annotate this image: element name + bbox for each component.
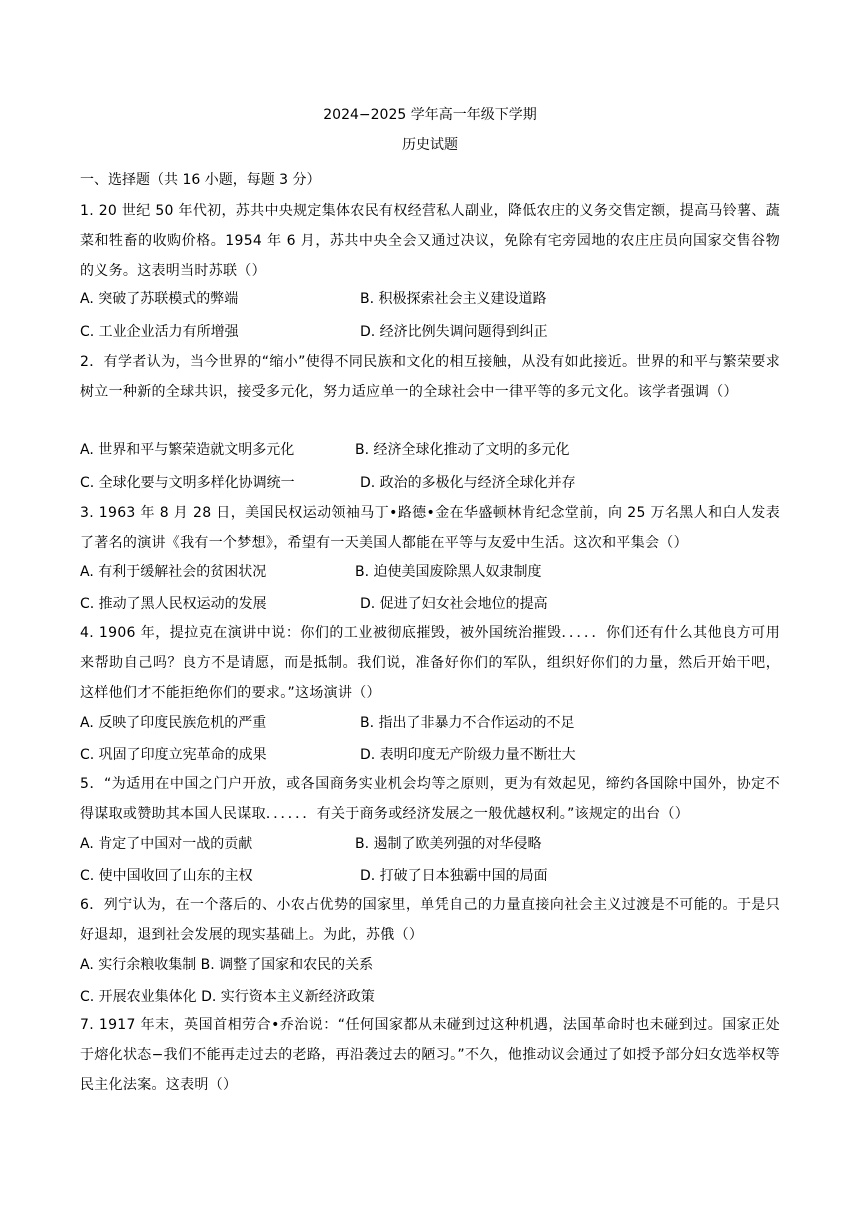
question-3-option-b: B. 迫使美国废除黑人奴隶制度	[355, 564, 542, 580]
exam-title: 2024−2025 学年高一年级下学期	[323, 107, 537, 123]
question-7-stem: 7. 1917 年末，英国首相劳合•乔治说：“任何国家都从未碰到过这种机遇，法国革命时也未碰到过。国家正处于熔化状态−我们不能再走过去的老路，再沿袭过去的陋习。”不久，他推动议会通过了如授予部分妇女选举权等民主化法案。这表明（）	[80, 1017, 780, 1093]
question-5-stem: 5．“为适用在中国之门户开放，或各国商务实业机会均等之原则，更为有效起见，缔约各国除中国外，协定不得谋取或赞助其本国人民谋取．．．．．．有关于商务或经济发展之一般优越权利。”该规定的出台（）	[80, 776, 780, 822]
question-4-stem: 4. 1906 年，提拉克在演讲中说：你们的工业被彻底摧毁，被外国统治摧毁．．．．．你们还有什么其他良方可用来帮助自己吗？良方不是请愿，而是抵制。我们说，准备好你们的军队，组织好你们的力量，然后开始干吧，这样他们才不能拒绝你们的要求。”这场演讲（）	[80, 625, 780, 701]
question-5-option-c: C. 使中国收回了山东的主权	[80, 868, 253, 884]
question-3-option-d: D. 促进了妇女社会地位的提高	[360, 596, 548, 612]
question-2-stem: 2．有学者认为，当今世界的“缩小”使得不同民族和文化的相互接触，从没有如此接近。世界的和平与繁荣要求树立一种新的全球共识，接受多元化，努力适应单一的全球社会中一律平等的多元文化。该学者强调（）	[80, 354, 780, 400]
question-6-options-cd: C. 开展农业集体化 D. 实行资本主义新经济政策	[80, 989, 375, 1005]
question-4-option-a: A. 反映了印度民族危机的严重	[80, 715, 267, 731]
question-6-options-ab: A. 实行余粮收集制 B. 调整了国家和农民的关系	[80, 957, 374, 973]
exam-subject: 历史试题	[402, 137, 458, 153]
question-5-option-a: A. 肯定了中国对一战的贡献	[80, 836, 253, 852]
question-1-option-a: A. 突破了苏联模式的弊端	[80, 291, 239, 307]
question-1-stem: 1. 20 世纪 50 年代初，苏共中央规定集体农民有权经营私人副业，降低农庄的义务交售定额，提高马铃薯、蔬菜和牲畜的收购价格。1954 年 6 月，苏共中央全会又通过决议，免除有宅旁园地的农庄庄员向国家交售谷物的义务。这表明当时苏联（）	[80, 203, 780, 279]
question-2-option-c: C. 全球化要与文明多样化协调统一	[80, 475, 295, 491]
question-1-option-c: C. 工业企业活力有所增强	[80, 324, 239, 340]
question-2-option-a: A. 世界和平与繁荣造就文明多元化	[80, 442, 295, 458]
question-3-option-c: C. 推动了黑人民权运动的发展	[80, 596, 267, 612]
question-5-option-d: D. 打破了日本独霸中国的局面	[360, 868, 548, 884]
question-2-option-b: B. 经济全球化推动了文明的多元化	[355, 442, 570, 458]
section-heading: 一、选择题（共 16 小题，每题 3 分）	[80, 172, 321, 188]
question-3-option-a: A. 有利于缓解社会的贫困状况	[80, 564, 267, 580]
question-2-option-d: D. 政治的多极化与经济全球化并存	[360, 475, 576, 491]
question-4-option-c: C. 巩固了印度立宪革命的成果	[80, 747, 267, 763]
question-4-option-d: D. 表明印度无产阶级力量不断壮大	[360, 747, 576, 763]
question-3-stem: 3. 1963 年 8 月 28 日，美国民权运动领袖马丁•路德•金在华盛顿林肯纪念堂前，向 25 万名黑人和白人发表了著名的演讲《我有一个梦想》，希望有一天美国人都能在平等与友爱中生活。这次和平集会（）	[80, 505, 780, 551]
question-1-option-d: D. 经济比例失调问题得到纠正	[360, 324, 548, 340]
question-4-option-b: B. 指出了非暴力不合作运动的不足	[360, 715, 575, 731]
question-6-stem: 6．列宁认为，在一个落后的、小农占优势的国家里，单凭自己的力量直接向社会主义过渡是不可能的。于是只好退却，退到社会发展的现实基础上。为此，苏俄（）	[80, 897, 780, 943]
question-5-option-b: B. 遏制了欧美列强的对华侵略	[355, 836, 542, 852]
question-1-option-b: B. 积极探索社会主义建设道路	[360, 291, 547, 307]
